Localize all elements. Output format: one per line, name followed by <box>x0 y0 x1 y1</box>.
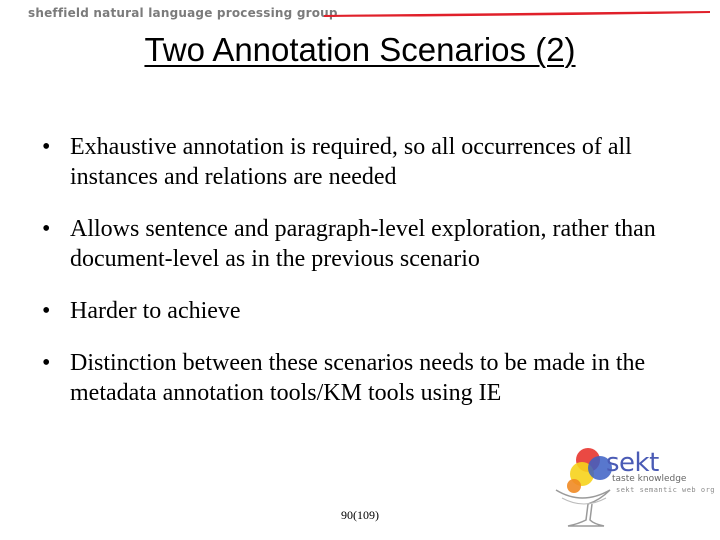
logo-tagline: taste knowledge <box>612 474 687 484</box>
logo-brand: sekt <box>606 448 659 478</box>
bullet-text: Allows sentence and paragraph-level exploration, rather than document-level as in the previous scenario <box>70 216 656 272</box>
bullet-icon <box>42 348 50 378</box>
logo-url: sekt semantic web org <box>616 486 716 494</box>
bullet-item <box>42 348 712 408</box>
bullet-item <box>42 296 712 326</box>
bullet-icon <box>42 296 50 326</box>
header-rule <box>322 8 712 18</box>
bullet-text: Harder to achieve <box>70 298 241 324</box>
bullet-item <box>42 214 712 274</box>
bullet-text: Exhaustive annotation is required, so all occurrences of all instances and relations are needed <box>70 134 632 190</box>
slide-title: Two Annotation Scenarios (2) <box>144 31 576 68</box>
page-number: 90(109) <box>341 508 379 522</box>
bullet-icon <box>42 214 50 244</box>
bullet-text: Distinction between these scenarios needs to be made in the metadata annotation tools/KM tools using IE <box>70 350 646 406</box>
bullet-item <box>42 132 712 192</box>
group-name: sheffield natural language processing group <box>28 6 338 20</box>
bullet-icon <box>42 132 50 162</box>
bullet-list <box>42 132 712 430</box>
